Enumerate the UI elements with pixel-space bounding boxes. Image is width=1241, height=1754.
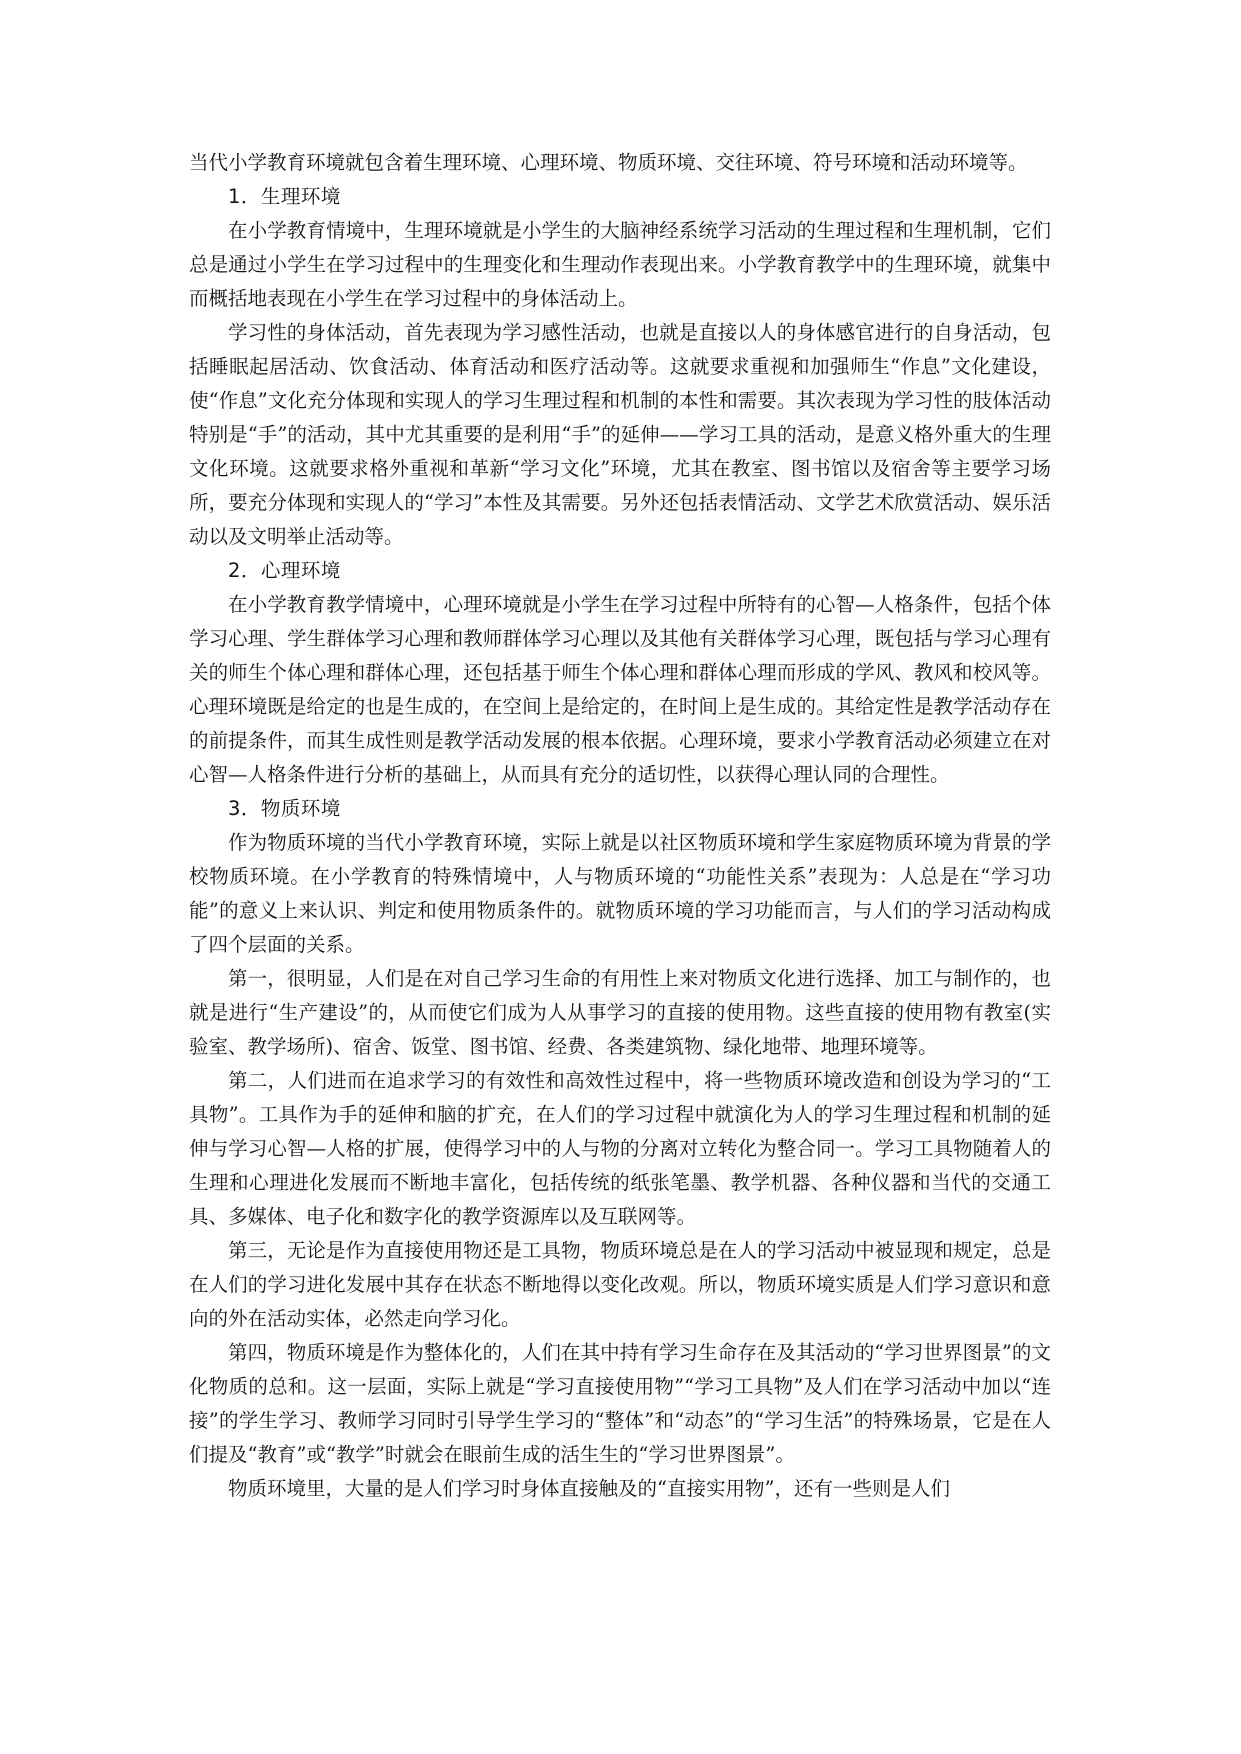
paragraph: 在小学教育情境中，生理环境就是小学生的大脑神经系统学习活动的生理过程和生理机制，它们总是通过小学生在学习过程中的生理变化和生理动作表现出来。小学教育教学中的生理环境，就集中而概括地表现在小学生在学习过程中的身体活动上。 xyxy=(189,219,1051,310)
paragraph: 第一，很明显，人们是在对自己学习生命的有用性上来对物质文化进行选择、加工与制作的，也就是进行“生产建设”的，从而使它们成为人从事学习的直接的使用物。这些直接的使用物有教室(实验室、教学场所)、宿舍、饭堂、图书馆、经费、各类建筑物、绿化地带、地理环境等。 xyxy=(189,967,1051,1058)
document-body xyxy=(189,146,1051,1506)
paragraph: 作为物质环境的当代小学教育环境，实际上就是以社区物质环境和学生家庭物质环境为背景的学校物质环境。在小学教育的特殊情境中，人与物质环境的“功能性关系”表现为：人总是在“学习功能”的意义上来认识、判定和使用物质条件的。就物质环境的学习功能而言，与人们的学习活动构成了四个层面的关系。 xyxy=(189,831,1051,956)
opening-paragraph: 当代小学教育环境就包含着生理环境、心理环境、物质环境、交往环境、符号环境和活动环境等。 xyxy=(189,151,1028,174)
section-heading-material: 3．物质环境 xyxy=(228,797,341,820)
paragraph: 第四，物质环境是作为整体化的，人们在其中持有学习生命存在及其活动的“学习世界图景”的文化物质的总和。这一层面，实际上就是“学习直接使用物”“学习工具物”及人们在学习活动中加以“连接”的学生学习、教师学习同时引导学生学习的“整体”和“动态”的“学习生活”的特殊场景，它是在人们提及“教育”或“教学”时就会在眼前生成的活生生的“学习世界图景”。 xyxy=(189,1341,1051,1466)
paragraph: 在小学教育教学情境中，心理环境就是小学生在学习过程中所特有的心智—人格条件，包括个体学习心理、学生群体学习心理和教师群体学习心理以及其他有关群体学习心理，既包括与学习心理有关的师生个体心理和群体心理，还包括基于师生个体心理和群体心理而形成的学风、教风和校风等。心理环境既是给定的也是生成的，在空间上是给定的，在时间上是生成的。其给定性是教学活动存在的前提条件，而其生成性则是教学活动发展的根本依据。心理环境，要求小学教育活动必须建立在对心智—人格条件进行分析的基础上，从而具有充分的适切性，以获得心理认同的合理性。 xyxy=(189,593,1051,786)
paragraph: 第二，人们进而在追求学习的有效性和高效性过程中，将一些物质环境改造和创设为学习的“工具物”。工具作为手的延伸和脑的扩充，在人们的学习过程中就演化为人的学习生理过程和机制的延伸与学习心智—人格的扩展，使得学习中的人与物的分离对立转化为整合同一。学习工具物随着人的生理和心理进化发展而不断地丰富化，包括传统的纸张笔墨、教学机器、各种仪器和当代的交通工具、多媒体、电子化和数字化的教学资源库以及互联网等。 xyxy=(189,1069,1051,1228)
section-heading-physiological: 1．生理环境 xyxy=(228,185,341,208)
paragraph: 学习性的身体活动，首先表现为学习感性活动，也就是直接以人的身体感官进行的自身活动，包括睡眠起居活动、饮食活动、体育活动和医疗活动等。这就要求重视和加强师生“作息”文化建设，使“作息”文化充分体现和实现人的学习生理过程和机制的本性和需要。其次表现为学习性的肢体活动特别是“手”的活动，其中尤其重要的是利用“手”的延伸——学习工具的活动，是意义格外重大的生理文化环境。这就要求格外重视和革新“学习文化”环境，尤其在教室、图书馆以及宿舍等主要学习场所，要充分体现和实现人的“学习”本性及其需要。另外还包括表情活动、文学艺术欣赏活动、娱乐活动以及文明举止活动等。 xyxy=(189,321,1051,548)
paragraph: 第三，无论是作为直接使用物还是工具物，物质环境总是在人的学习活动中被显现和规定，总是在人们的学习进化发展中其存在状态不断地得以变化改观。所以，物质环境实质是人们学习意识和意向的外在活动实体，必然走向学习化。 xyxy=(189,1239,1051,1330)
paragraph: 物质环境里，大量的是人们学习时身体直接触及的“直接实用物”，还有一些则是人们 xyxy=(228,1477,950,1500)
section-heading-psychological: 2．心理环境 xyxy=(228,559,341,582)
